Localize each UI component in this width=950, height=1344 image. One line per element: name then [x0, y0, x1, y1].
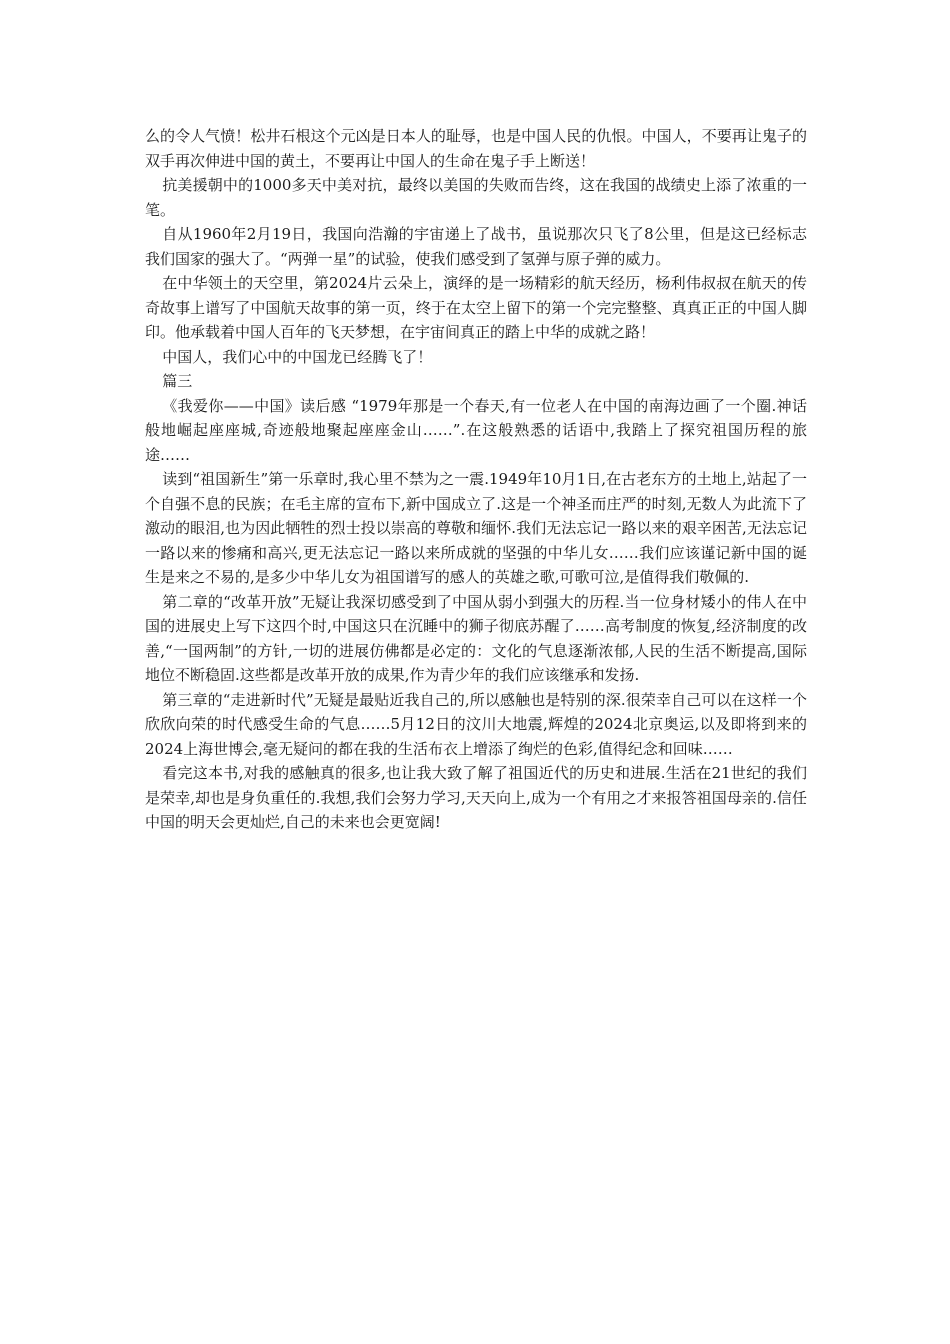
paragraph-yang-liwei: 在中华领土的天空里，第2024片云朵上，演绎的是一场精彩的航天经历，杨利伟叔叔在航天的传奇故事上谱写了中国航天故事的第一页，终于在太空上留下的第一个完完整整、真真正正的中国人脚印。他承载着中国人百年的飞天梦想，在宇宙间真正的踏上中华的成就之路！	[145, 274, 807, 341]
paragraph-space-challenge: 自从1960年2月19日，我国向浩瀚的宇宙递上了战书，虽说那次只飞了8公里，但是这已经标志我们国家的强大了。“两弹一星”的试验，使我们感受到了氢弹与原子弹的威力。	[145, 225, 807, 268]
section-heading: 篇三	[162, 372, 193, 390]
paragraph-continuation: 么的令人气愤！松井石根这个元凶是日本人的耻辱，也是中国人民的仇恨。中国人，不要再让鬼子的双手再次伸进中国的黄土，不要再让中国人的生命在鬼子手上断送！	[145, 127, 807, 170]
paragraph-chapter-two: 第二章的“改革开放”无疑让我深切感受到了中国从弱小到强大的历程.当一位身材矮小的伟人在中国的进展史上写下这四个时,中国这只在沉睡中的狮子彻底苏醒了……高考制度的恢复,经济制度的改善,“一国两制”的方针,一切的进展仿佛都是必定的：文化的气息逐渐浓郁,人民的生活不断提高,国际地位不断稳固.这些都是改革开放的成果,作为青少年的我们应该继承和发扬.	[145, 592, 807, 684]
paragraph-korean-war: 抗美援朝中的1000多天中美对抗，最终以美国的失败而告终，这在我国的战绩史上添了浓重的一笔。	[145, 176, 807, 219]
paragraph-book-intro: 《我爱你——中国》读后感 “1979年那是一个春天,有一位老人在中国的南海边画了一个圈.神话般地崛起座座城,奇迹般地聚起座座金山……”.在这般熟悉的话语中,我踏上了探究祖国历程的旅途……	[145, 396, 807, 464]
document-body	[145, 124, 807, 835]
paragraph-dragon: 中国人，我们心中的中国龙已经腾飞了！	[162, 347, 433, 366]
paragraph-chapter-one: 读到“祖国新生”第一乐章时,我心里不禁为之一震.1949年10月1日,在古老东方的土地上,站起了一个自强不息的民族；在毛主席的宣布下,新中国成立了.这是一个神圣而庄严的时刻,无数人为此流下了激动的眼泪,也为因此牺牲的烈士投以崇高的尊敬和缅怀.我们无法忘记一路以来的艰辛困苦,无法忘记一路以来的惨痛和高兴,更无法忘记一路以来所成就的坚强的中华儿女……我们应该谨记新中国的诞生是来之不易的,是多少中华儿女为祖国谱写的感人的英雄之歌,可歌可泣,是值得我们敬佩的.	[145, 470, 807, 586]
paragraph-chapter-three: 第三章的“走进新时代”无疑是最贴近我自己的,所以感触也是特别的深.很荣幸自己可以在这样一个欣欣向荣的时代感受生命的气息……5月12日的汶川大地震,辉煌的2024北京奥运,以及即将到来的2024上海世博会,毫无疑问的都在我的生活布衣上增添了绚烂的色彩,值得纪念和回味……	[145, 690, 807, 758]
paragraph-conclusion: 看完这本书,对我的感触真的很多,也让我大致了解了祖国近代的历史和进展.生活在21世纪的我们是荣幸,却也是身负重任的.我想,我们会努力学习,天天向上,成为一个有用之才来报答祖国母亲的.信任中国的明天会更灿烂,自己的未来也会更宽阔!	[145, 764, 807, 831]
